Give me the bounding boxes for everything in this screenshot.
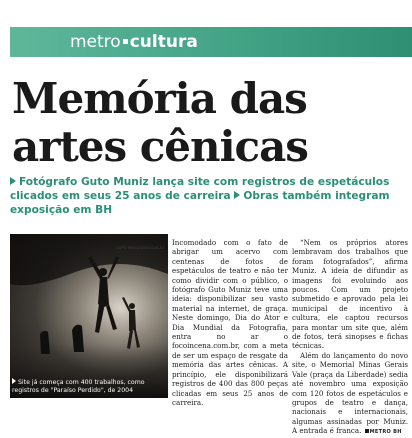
headline-line-1: Memória das	[12, 74, 307, 123]
body-column-1	[172, 238, 288, 407]
arrow-right-icon	[12, 378, 16, 384]
paragraph-2: “Nem os próprios atores lembravam dos trabalhos que foram fotografados”, afirma Muniz. A ideia de difundir as imagens foi evoluindo aos poucos. Com um projeto submetido e aprovado pela lei municipal de incentivo à cultura, ele captou recursos para montar um site que, além de fotos, terá sinopses e fichas técnicas.	[292, 238, 408, 351]
deck-item-1: Fotógrafo Guto Muniz lança site com registros de espetáculos clicados em seus 25 anos de carreira	[10, 176, 390, 202]
kicker-dot-icon	[123, 39, 128, 44]
deck-item-2: Obras também integram exposição em BH	[10, 190, 390, 216]
section-banner	[10, 27, 412, 57]
caption-text: Site já começa com 400 trabalhos, como registros de "Paraíso Perdido", de 2004	[12, 379, 145, 394]
photo-credit: GUTO MUNIZ/DIVULGAÇÃO	[116, 246, 165, 250]
paragraph-1: Incomodado com o fato de abrigar um acervo com centenas de fotos de espetáculos de teatro e não ter como dividir com o público, o fotógrafo Guto Muniz teve uma ideia: disponibilizar seu vasto material na internet, de graça. Neste domingo, Dia do Ator e Dia Mundial da Fotografia, entra no ar o focoincena.com.br, com a meta de ser um espaço de resgate da memória das artes cênicas. A princípio, ele disponibilizará registros de 400 das 800 peças clicadas em seus 25 anos de carreira.	[172, 238, 288, 407]
kicker-cultura: cultura	[129, 32, 198, 52]
paragraph-3-text: Além do lançamento do novo site, o Memorial Minas Gerais Vale (praça da Liberdade) sedia até novembro uma exposição com 120 fotos de espetáculos e grupos de teatro e dança, nacionais e internacionais, algumas assinadas por Muniz. A entrada é franca.	[292, 350, 408, 436]
arrow-right-icon	[10, 177, 16, 185]
paragraph-3	[292, 351, 408, 438]
section-kicker	[70, 31, 198, 53]
deck	[10, 175, 410, 217]
body-column-2	[292, 238, 408, 438]
photo-caption	[12, 378, 168, 395]
kicker-metro: metro	[70, 32, 121, 52]
arrow-right-icon	[234, 191, 240, 199]
article-photo	[10, 234, 168, 398]
headline-line-2: artes cênicas	[12, 122, 308, 171]
signoff: METRO BH	[369, 429, 402, 436]
dancer-figures-illustration	[10, 234, 168, 398]
headline	[12, 75, 407, 171]
end-mark-icon	[365, 429, 369, 433]
